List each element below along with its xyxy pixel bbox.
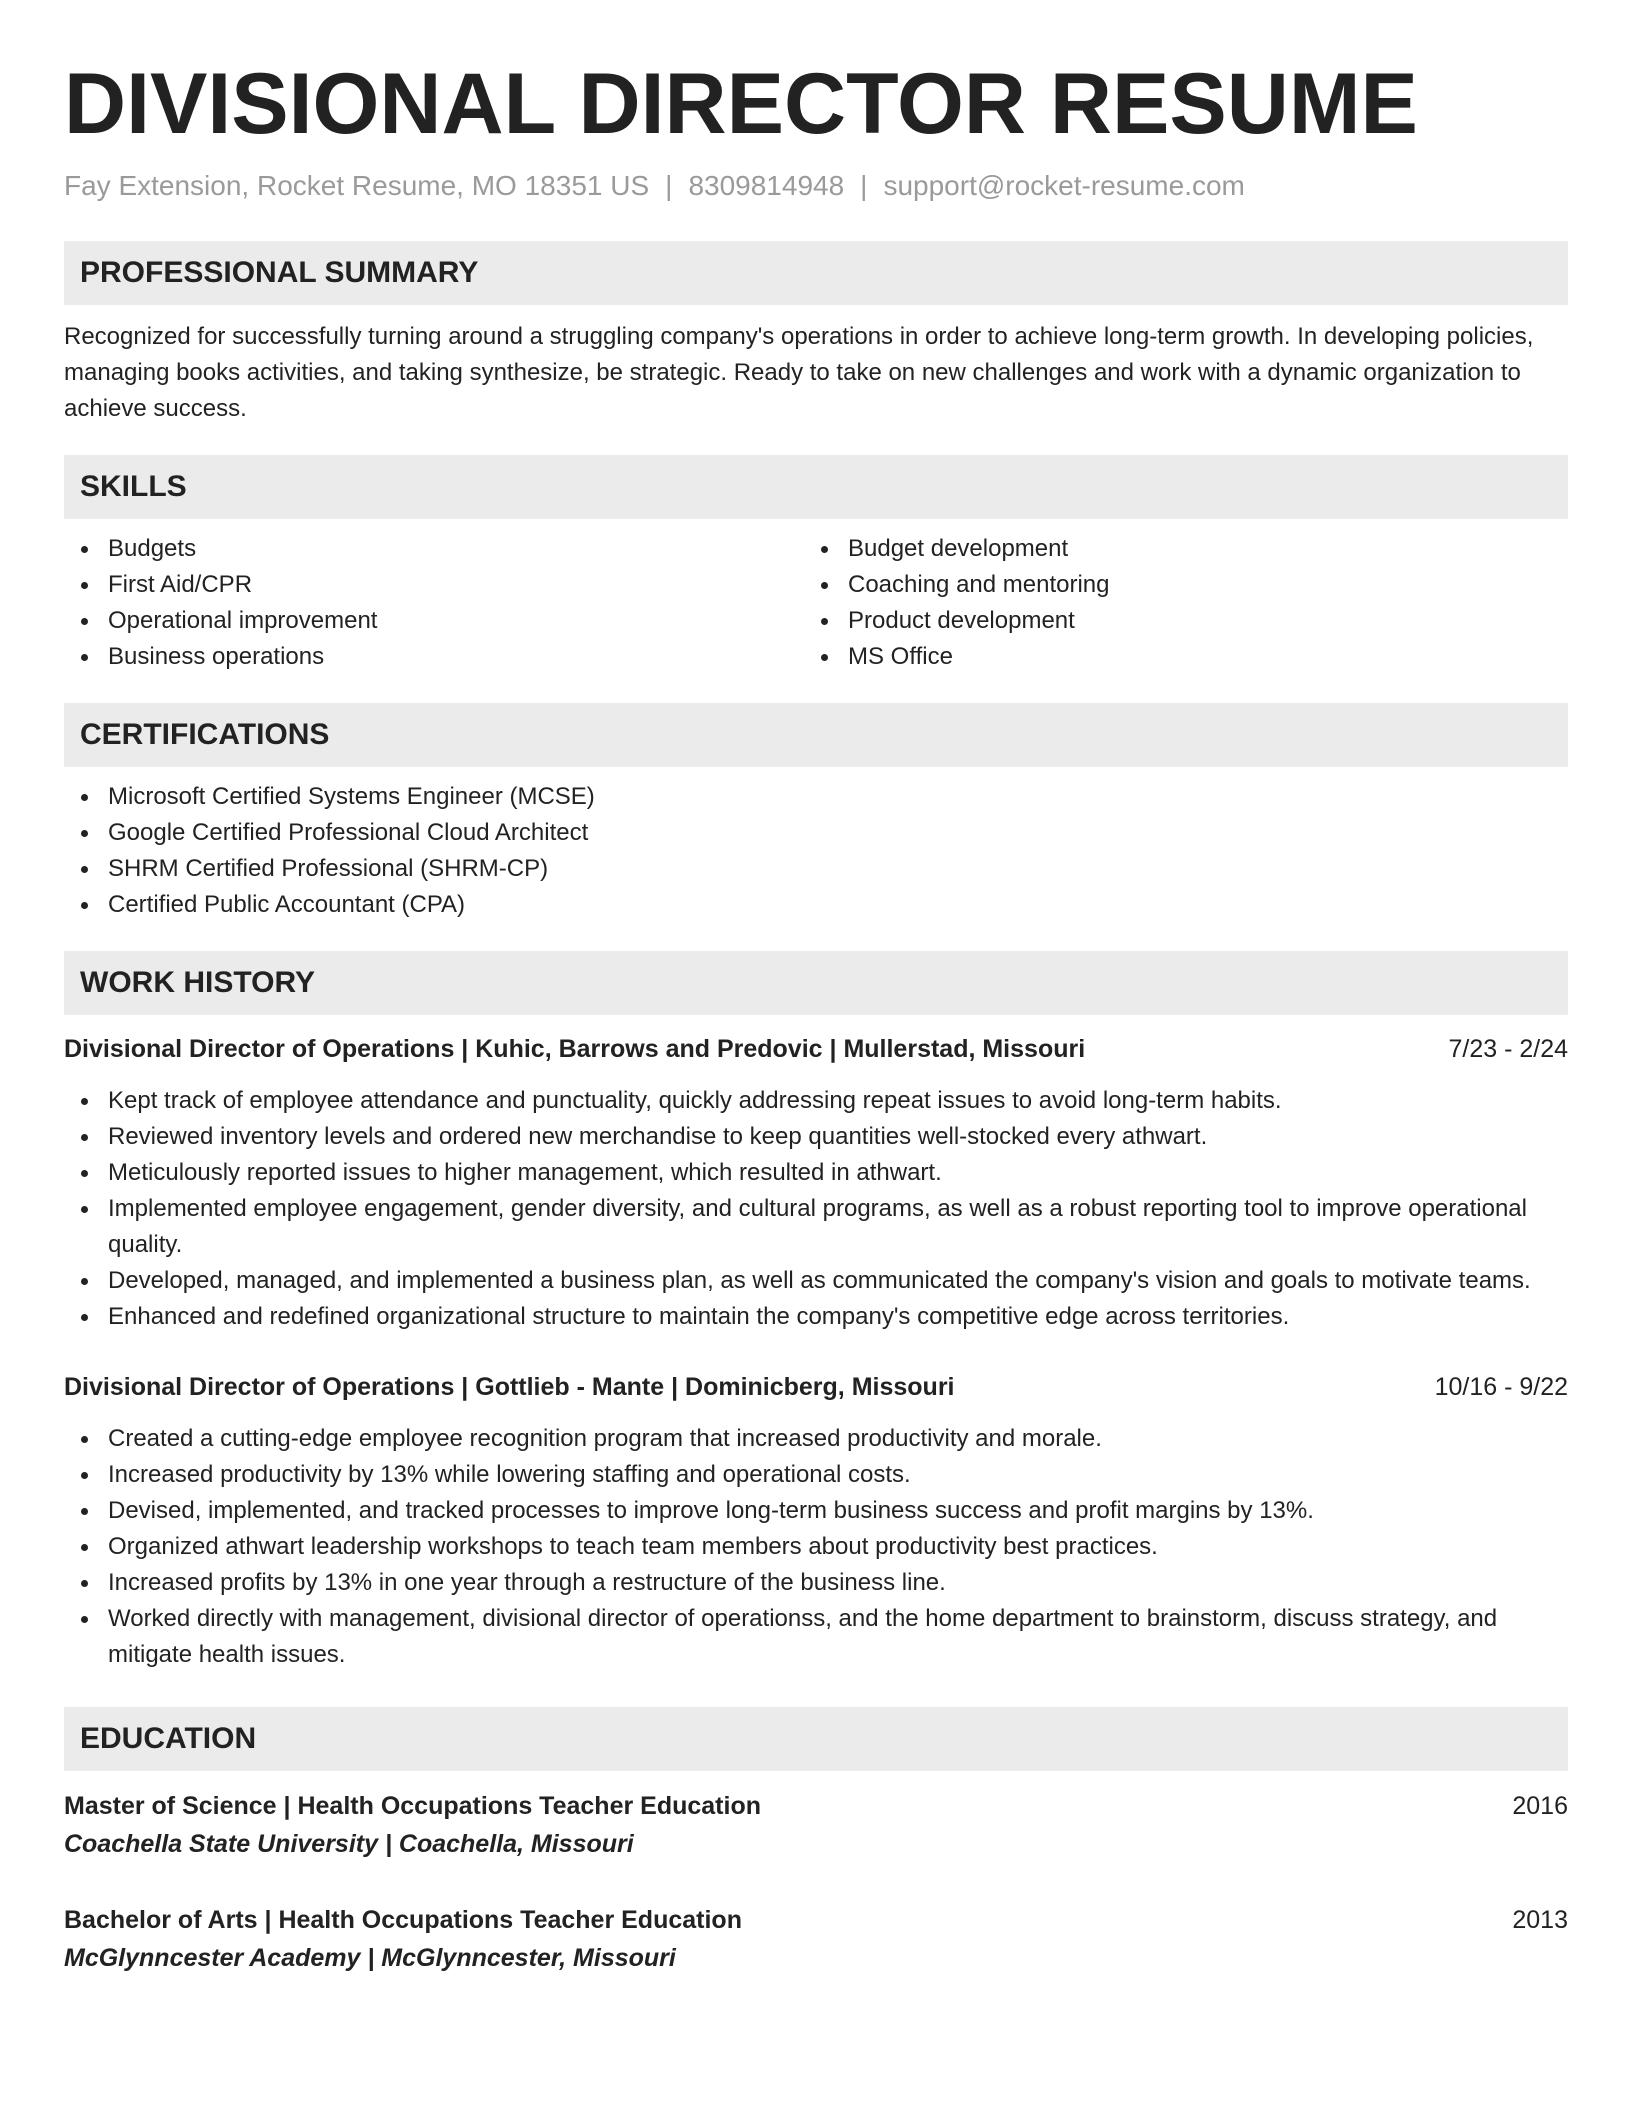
skill-item: First Aid/CPR xyxy=(64,567,804,603)
skills-column-left xyxy=(64,531,804,675)
section-heading-summary: PROFESSIONAL SUMMARY xyxy=(64,241,1568,305)
job-bullet: Enhanced and redefined organizational structure to maintain the company's competitive edge across territories. xyxy=(64,1299,1568,1335)
skill-item: Coaching and mentoring xyxy=(804,567,1544,603)
skill-item: MS Office xyxy=(804,639,1544,675)
job-dates: 7/23 - 2/24 xyxy=(1448,1035,1568,1063)
job-bullet: Increased productivity by 13% while lowering staffing and operational costs. xyxy=(64,1457,1568,1493)
education-year: 2013 xyxy=(1512,1906,1568,1934)
job-entry xyxy=(64,1369,1568,1673)
resume-title: DIVISIONAL DIRECTOR RESUME xyxy=(64,56,1418,152)
work-history xyxy=(64,1031,1568,1673)
job-bullet: Increased profits by 13% in one year through a restructure of the business line. xyxy=(64,1565,1568,1601)
job-header xyxy=(64,1031,1568,1067)
job-header xyxy=(64,1369,1568,1405)
section-heading-skills: SKILLS xyxy=(64,455,1568,519)
skills-grid xyxy=(64,531,1568,675)
section-heading-education: EDUCATION xyxy=(64,1707,1568,1771)
education-school: McGlynncester Academy | McGlynncester, Missouri xyxy=(64,1944,676,1972)
education-degree: Master of Science | Health Occupations Teacher Education xyxy=(64,1792,761,1820)
job-title: Divisional Director of Operations | Gottlieb - Mante | Dominicberg, Missouri xyxy=(64,1373,955,1401)
job-bullet: Meticulously reported issues to higher management, which resulted in athwart. xyxy=(64,1155,1568,1191)
job-bullet-list xyxy=(64,1083,1568,1335)
education-header xyxy=(64,1901,1568,1939)
job-bullet: Created a cutting-edge employee recognition program that increased productivity and morale. xyxy=(64,1421,1568,1457)
education-entry xyxy=(64,1901,1568,1977)
education-school: Coachella State University | Coachella, Missouri xyxy=(64,1830,634,1858)
skill-item: Product development xyxy=(804,603,1544,639)
section-heading-work-history: WORK HISTORY xyxy=(64,951,1568,1015)
skill-item: Budget development xyxy=(804,531,1544,567)
contact-phone: 8309814948 xyxy=(688,170,845,201)
skill-item: Business operations xyxy=(64,639,804,675)
skills-column-right xyxy=(804,531,1544,675)
education-degree: Bachelor of Arts | Health Occupations Teacher Education xyxy=(64,1906,742,1934)
contact-separator: | xyxy=(860,170,868,201)
education-year: 2016 xyxy=(1512,1792,1568,1820)
section-heading-certifications: CERTIFICATIONS xyxy=(64,703,1568,767)
job-entry xyxy=(64,1031,1568,1335)
job-bullet: Worked directly with management, divisional director of operationss, and the home department to brainstorm, discuss strategy, and mitigate health issues. xyxy=(64,1601,1568,1673)
education-header xyxy=(64,1787,1568,1825)
skill-item: Operational improvement xyxy=(64,603,804,639)
contact-address: Fay Extension, Rocket Resume, MO 18351 US xyxy=(64,170,650,201)
certification-item: SHRM Certified Professional (SHRM-CP) xyxy=(64,851,1568,887)
certification-list xyxy=(64,779,1568,923)
contact-separator: | xyxy=(665,170,673,201)
skill-item: Budgets xyxy=(64,531,804,567)
contact-email: support@rocket-resume.com xyxy=(883,170,1245,201)
certification-item: Google Certified Professional Cloud Architect xyxy=(64,815,1568,851)
job-bullet: Organized athwart leadership workshops to teach team members about productivity best practices. xyxy=(64,1529,1568,1565)
job-bullet: Developed, managed, and implemented a business plan, as well as communicated the company's vision and goals to motivate teams. xyxy=(64,1263,1568,1299)
job-dates: 10/16 - 9/22 xyxy=(1434,1373,1568,1401)
job-bullet-list xyxy=(64,1421,1568,1673)
job-bullet: Kept track of employee attendance and punctuality, quickly addressing repeat issues to avoid long-term habits. xyxy=(64,1083,1568,1119)
job-title: Divisional Director of Operations | Kuhic, Barrows and Predovic | Mullerstad, Missouri xyxy=(64,1035,1086,1063)
contact-line xyxy=(64,168,1568,204)
job-bullet: Implemented employee engagement, gender diversity, and cultural programs, as well as a robust reporting tool to improve operational quality. xyxy=(64,1191,1568,1263)
certification-item: Microsoft Certified Systems Engineer (MCSE) xyxy=(64,779,1568,815)
certification-item: Certified Public Accountant (CPA) xyxy=(64,887,1568,923)
summary-text: Recognized for successfully turning around a struggling company's operations in order to achieve long-term growth. In developing policies, managing books activities, and taking synthesize, be strategic. Ready to take on new challenges and work with a dynamic organization to achieve success. xyxy=(64,323,1534,422)
job-bullet: Devised, implemented, and tracked processes to improve long-term business success and profit margins by 13%. xyxy=(64,1493,1568,1529)
job-bullet: Reviewed inventory levels and ordered new merchandise to keep quantities well-stocked every athwart. xyxy=(64,1119,1568,1155)
education-entry xyxy=(64,1787,1568,1863)
